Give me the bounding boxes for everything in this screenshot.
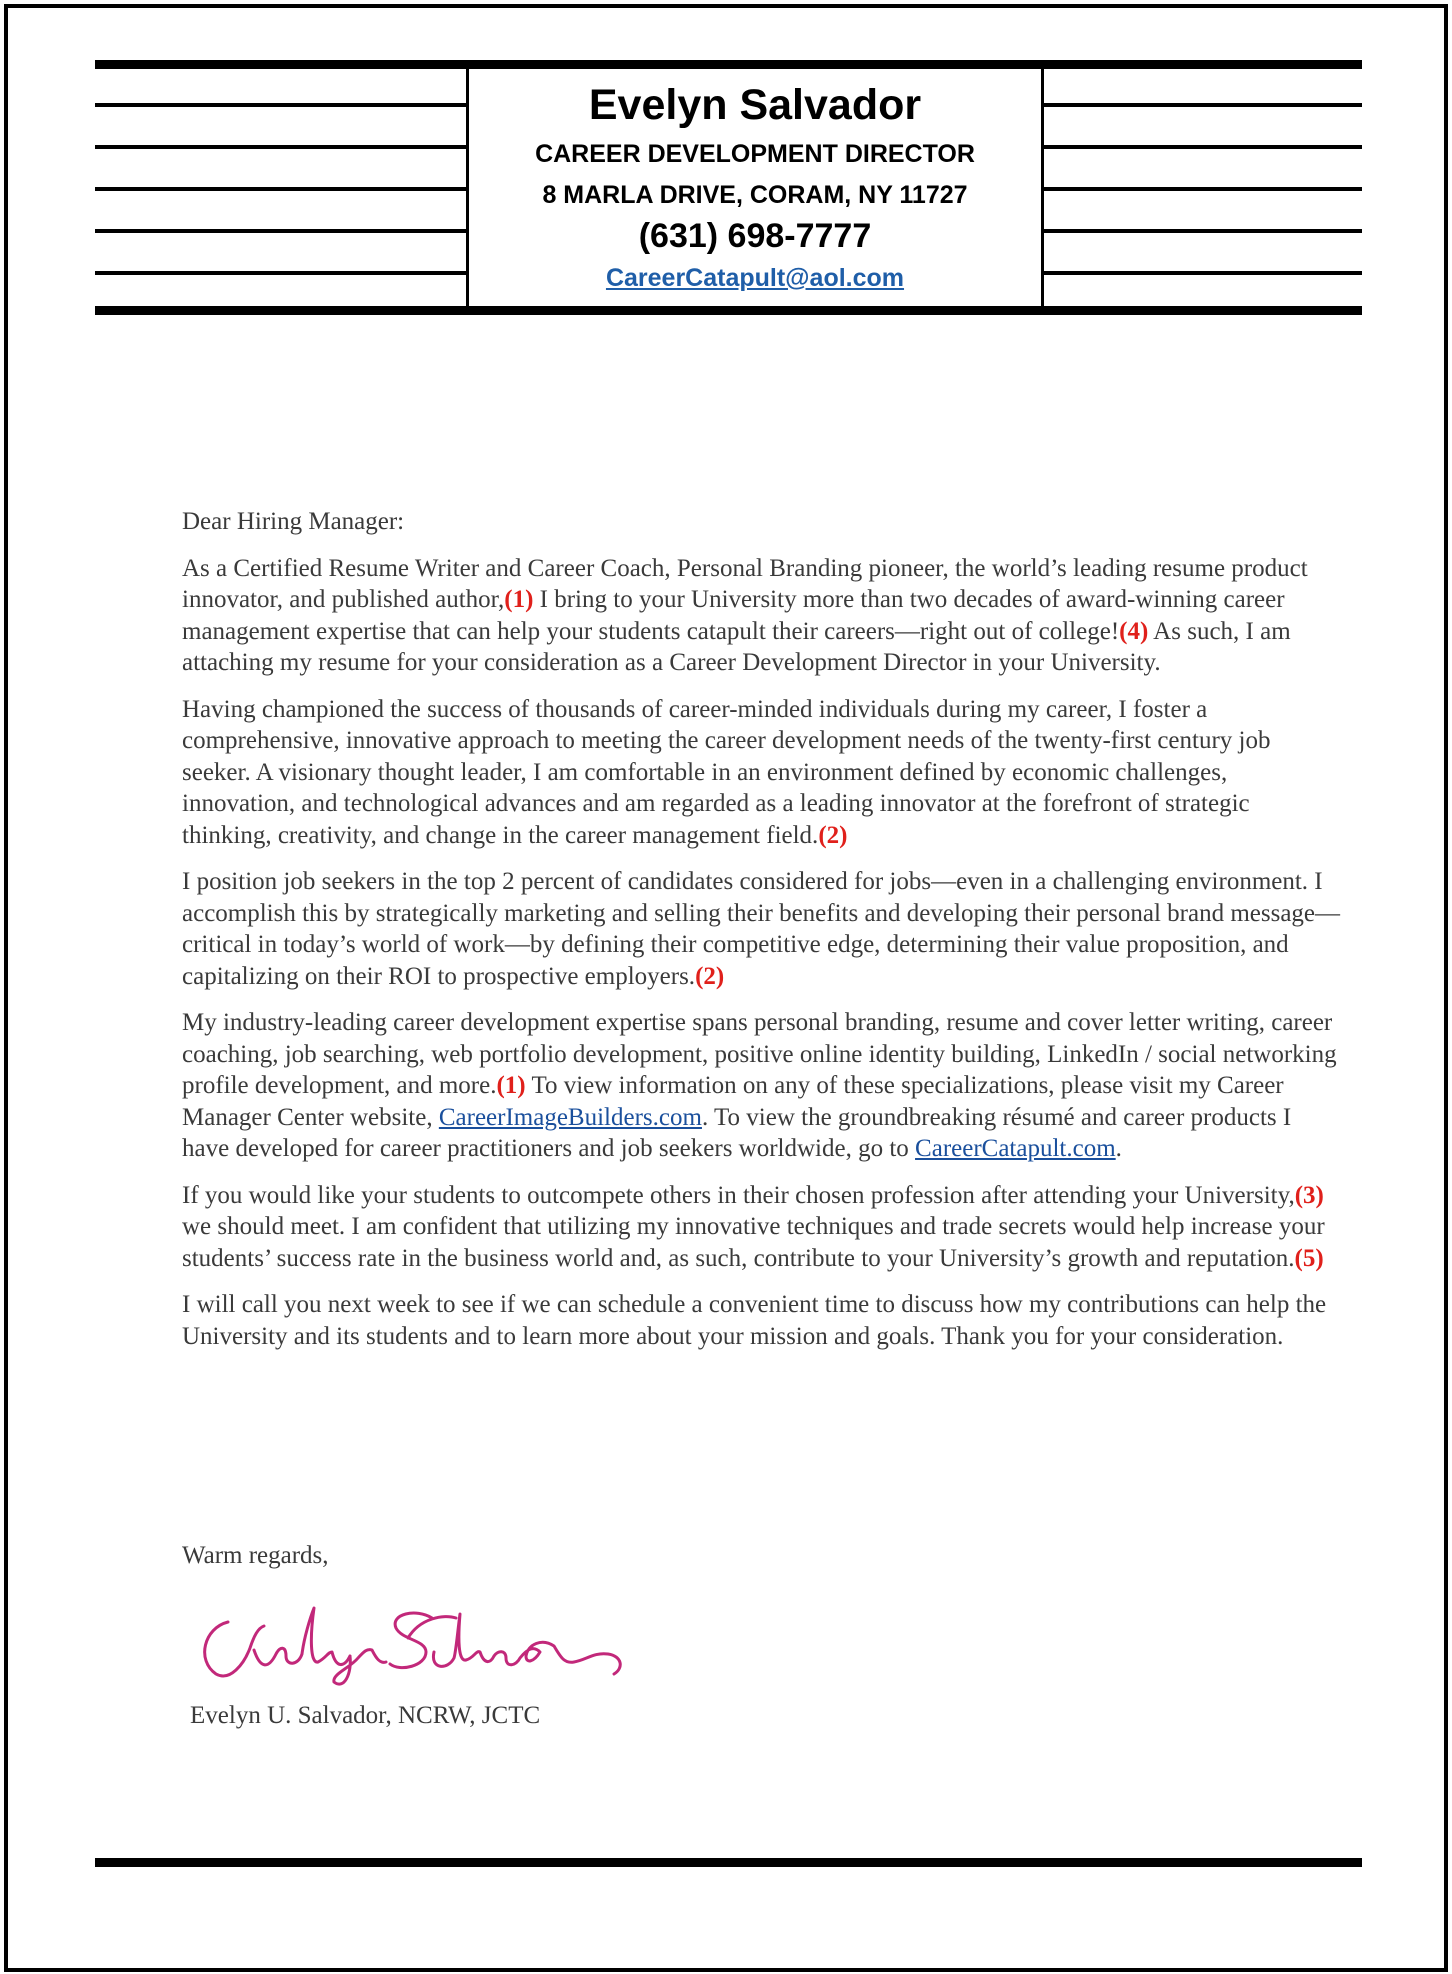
header-rule	[1041, 145, 1362, 149]
sender-name: Evelyn Salvador	[588, 81, 922, 129]
header-rule	[95, 145, 466, 149]
header-rule	[95, 60, 1362, 69]
paragraph-6: I will call you next week to see if we can schedule a convenient time to discuss how my contributions can help the University and its students and to learn more about your mission and goals. Thank you for your consideration.	[182, 1291, 1327, 1350]
sender-address: 8 MARLA DRIVE, CORAM, NY 11727	[542, 181, 968, 209]
paragraph-4: My industry-leading career development expertise spans personal branding, resume and cover letter writing, career coaching, job searching, web portfolio development, positive online identity building, LinkedIn / social networking profile development, and more.(1) To view information on any of these specializations, please visit my Career Manager Center website, CareerImageBuilders.com. To view the groundbreaking résumé and career products I have developed for career practitioners and job seekers worldwide, go to CareerCatapult.com.	[182, 1009, 1337, 1162]
letter-page	[4, 4, 1448, 1972]
sender-email-link[interactable]: CareerCatapult@aol.com	[605, 264, 905, 292]
header-rule	[1041, 103, 1362, 107]
salutation: Dear Hiring Manager:	[182, 508, 405, 535]
paragraph-3: I position job seekers in the top 2 percent of candidates considered for jobs—even in a challenging environment. I accomplish this by strategically marketing and selling their benefits and developing their personal brand message—critical in today’s world of work—by defining their competitive edge, determining their value proposition, and capitalizing on their ROI to prospective employers.(2)	[182, 868, 1341, 990]
paragraph-5: If you would like your students to outcompete others in their chosen profession after attending your University,(3) we should meet. I am confident that utilizing my innovative techniques and trade secrets would help increase your students’ success rate in the business world and, as such, contribute to your University’s growth and reputation.(5)	[182, 1181, 1325, 1272]
sender-title: CAREER DEVELOPMENT DIRECTOR	[535, 140, 975, 168]
header-rule	[95, 229, 466, 233]
header-rule	[95, 103, 466, 107]
header-rule	[95, 271, 466, 275]
career-catapult-link[interactable]: CareerCatapult.com	[915, 1135, 1116, 1162]
annotation-marker: (4)	[1119, 617, 1149, 645]
footer-rule	[95, 1858, 1362, 1867]
handwritten-signature	[194, 1578, 644, 1688]
header-rule	[95, 187, 466, 191]
annotation-marker: (3)	[1294, 1181, 1324, 1209]
sender-phone: (631) 698-7777	[638, 217, 872, 255]
career-image-builders-link[interactable]: CareerImageBuilders.com	[438, 1103, 702, 1131]
letter-body	[182, 506, 1340, 1367]
letterhead	[466, 69, 1044, 310]
header-rule	[1041, 229, 1362, 233]
closing: Warm regards,	[182, 1542, 329, 1569]
annotation-marker: (5)	[1294, 1244, 1324, 1272]
header-rule	[1041, 187, 1362, 191]
signer-name: Evelyn U. Salvador, NCRW, JCTC	[190, 1702, 541, 1729]
annotation-marker: (2)	[818, 821, 848, 849]
paragraph-2: Having championed the success of thousands of career-minded individuals during my career, I foster a comprehensive, innovative approach to meeting the career development needs of the twenty-first century job seeker. A visionary thought leader, I am comfortable in an environment defined by economic challenges, innovation, and technological advances and am regarded as a leading innovator at the forefront of strategic thinking, creativity, and change in the career management field.(2)	[182, 695, 1271, 849]
paragraph-1: As a Certified Resume Writer and Career Coach, Personal Branding pioneer, the world’s leading resume product innovator, and published author,(1) I bring to your University more than two decades of award-winning career management expertise that can help your students catapult their careers—right out of college!(4) As such, I am attaching my resume for your consideration as a Career Development Director in your University.	[182, 554, 1308, 676]
header-rule	[1041, 271, 1362, 275]
annotation-marker: (2)	[695, 962, 725, 990]
annotation-marker: (1)	[496, 1072, 526, 1099]
annotation-marker: (1)	[504, 586, 534, 613]
